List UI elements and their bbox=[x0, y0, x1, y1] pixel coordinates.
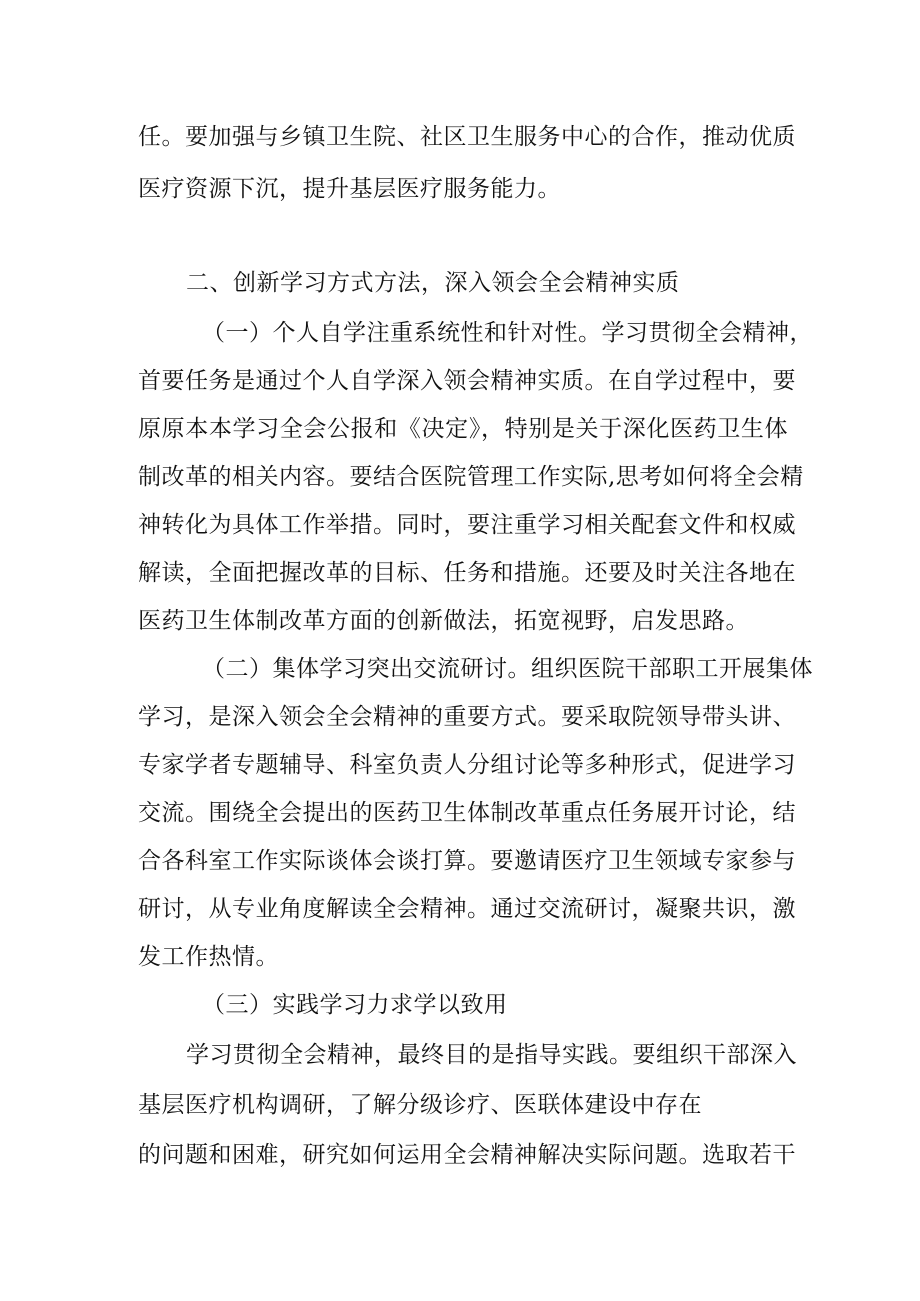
text-line: 交流。围绕全会提出的医药卫生体制改革重点任务展开讨论，结 bbox=[138, 800, 796, 826]
text-line: 的问题和困难，研究如何运用全会精神解决实际问题。选取若干 bbox=[138, 1142, 796, 1168]
text-line: 医药卫生体制改革方面的创新做法，拓宽视野，启发思路。 bbox=[138, 608, 749, 634]
paragraph-start: （二）集体学习突出交流研讨。组织医院干部职工开展集体 bbox=[202, 656, 813, 682]
text-line: 学习，是深入领会全会精神的重要方式。要采取院领导带头讲、 bbox=[138, 704, 796, 730]
text-line: 制改革的相关内容。要结合医院管理工作实际,思考如何将全会精 bbox=[138, 464, 804, 490]
text-line: 合各科室工作实际谈体会谈打算。要邀请医疗卫生领域专家参与 bbox=[138, 848, 796, 874]
subsection-heading: （三）实践学习力求学以致用 bbox=[202, 992, 508, 1018]
text-line: 神转化为具体工作举措。同时，要注重学习相关配套文件和权威 bbox=[138, 512, 796, 538]
paragraph-start: （一）个人自学注重系统性和针对性。学习贯彻全会精神， bbox=[202, 320, 813, 346]
text-line: 基层医疗机构调研，了解分级诊疗、医联体建设中存在 bbox=[138, 1092, 702, 1118]
text-line: 解读，全面把握改革的目标、任务和措施。还要及时关注各地在 bbox=[138, 560, 796, 586]
text-line: 原原本本学习全会公报和《决定》，特别是关于深化医药卫生体 bbox=[138, 416, 788, 442]
text-line: 任。要加强与乡镇卫生院、社区卫生服务中心的合作，推动优质 bbox=[138, 124, 796, 150]
text-line: 首要任务是通过个人自学深入领会精神实质。在自学过程中，要 bbox=[138, 368, 796, 394]
text-line: 发工作热情。 bbox=[138, 944, 279, 970]
text-line: 医疗资源下沉，提升基层医疗服务能力。 bbox=[138, 176, 561, 202]
section-heading: 二、创新学习方式方法，深入领会全会精神实质 bbox=[186, 270, 680, 296]
text-line: 专家学者专题辅导、科室负责人分组讨论等多种形式，促进学习 bbox=[138, 752, 796, 778]
paragraph-start: 学习贯彻全会精神，最终目的是指导实践。要组织干部深入 bbox=[186, 1042, 797, 1068]
text-line: 研讨，从专业角度解读全会精神。通过交流研讨，凝聚共识，激 bbox=[138, 896, 796, 922]
